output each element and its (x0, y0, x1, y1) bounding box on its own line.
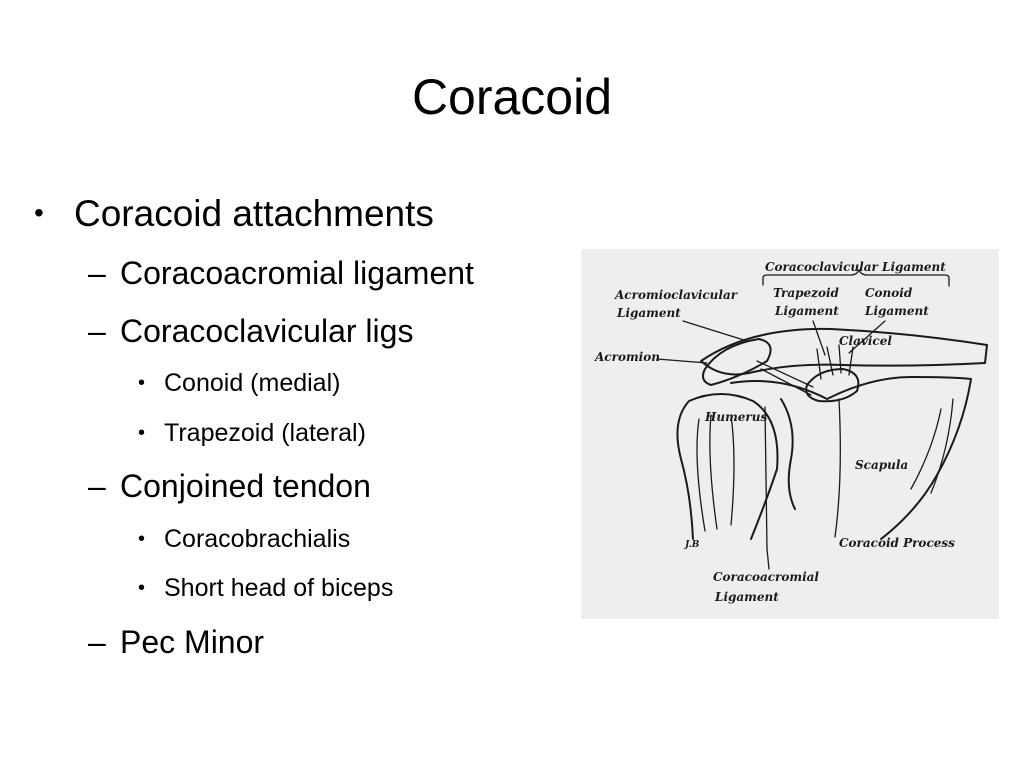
trapezoid-leader (813, 321, 825, 355)
label-conoid-line1: Conoid (865, 286, 913, 300)
bullet-item (34, 191, 434, 236)
sub-bullet-item (88, 466, 371, 506)
bullet-dot-icon: • (138, 577, 146, 599)
bullet-dot-icon: • (138, 528, 146, 550)
slide-title: Coracoid (411, 69, 613, 125)
label-conoid-line2: Ligament (865, 304, 929, 318)
dash-icon: – (88, 468, 106, 504)
dash-icon: – (88, 624, 106, 660)
sub-sub-bullet-item (138, 367, 340, 399)
label-coracoclavicular-ligament: Coracoclavicular Ligament (765, 260, 946, 274)
label-acromioclavicular-line1: Acromioclavicular (615, 288, 738, 302)
bullet-text: Conoid (medial) (164, 369, 341, 397)
dash-icon: – (88, 255, 106, 291)
dash-icon: – (88, 313, 106, 349)
sub-bullet-item (88, 253, 474, 293)
coracoid-process-leader (835, 399, 840, 537)
shoulder-anatomy-drawing (581, 249, 999, 619)
sub-bullet-item (88, 311, 413, 351)
bullet-text: Pec Minor (120, 624, 265, 660)
label-clavicle: Clavicel (839, 334, 892, 348)
scapula-hatching (911, 399, 953, 493)
label-signature: J.B (685, 540, 700, 550)
bullet-text: Conjoined tendon (120, 468, 371, 504)
shoulder-anatomy-figure (581, 249, 999, 619)
humerus-hatching (697, 415, 734, 531)
bullet-dot-icon: • (34, 197, 44, 228)
bullet-text: Trapezoid (lateral) (164, 419, 366, 447)
acromioclavicular-leader (683, 321, 747, 341)
bullet-text: Coracoclavicular ligs (120, 313, 414, 349)
sub-sub-bullet-item (138, 572, 393, 604)
bullet-dot-icon: • (138, 372, 146, 394)
label-humerus: Humerus (705, 410, 768, 424)
sub-bullet-item (88, 622, 264, 662)
label-coracoacromial-line1: Coracoacromial (713, 570, 819, 584)
acromion-leader (657, 359, 707, 363)
sub-sub-bullet-item (138, 523, 350, 555)
coracoacromial-leader (765, 407, 769, 569)
bullet-text: Coracoid attachments (74, 193, 434, 234)
bullet-text: Coracoacromial ligament (120, 255, 474, 291)
bullet-text: Coracobrachialis (164, 525, 351, 553)
label-coracoid-process: Coracoid Process (839, 536, 955, 550)
bullet-dot-icon: • (138, 422, 146, 444)
label-trapezoid-line2: Ligament (775, 304, 839, 318)
glenoid-outline (781, 399, 795, 509)
bullet-text: Short head of biceps (164, 574, 394, 602)
label-acromion: Acromion (595, 350, 660, 364)
label-coracoacromial-line2: Ligament (715, 590, 779, 604)
label-acromioclavicular-line2: Ligament (617, 306, 681, 320)
label-trapezoid-line1: Trapezoid (773, 286, 839, 300)
sub-sub-bullet-item (138, 417, 366, 449)
label-scapula: Scapula (855, 458, 909, 472)
